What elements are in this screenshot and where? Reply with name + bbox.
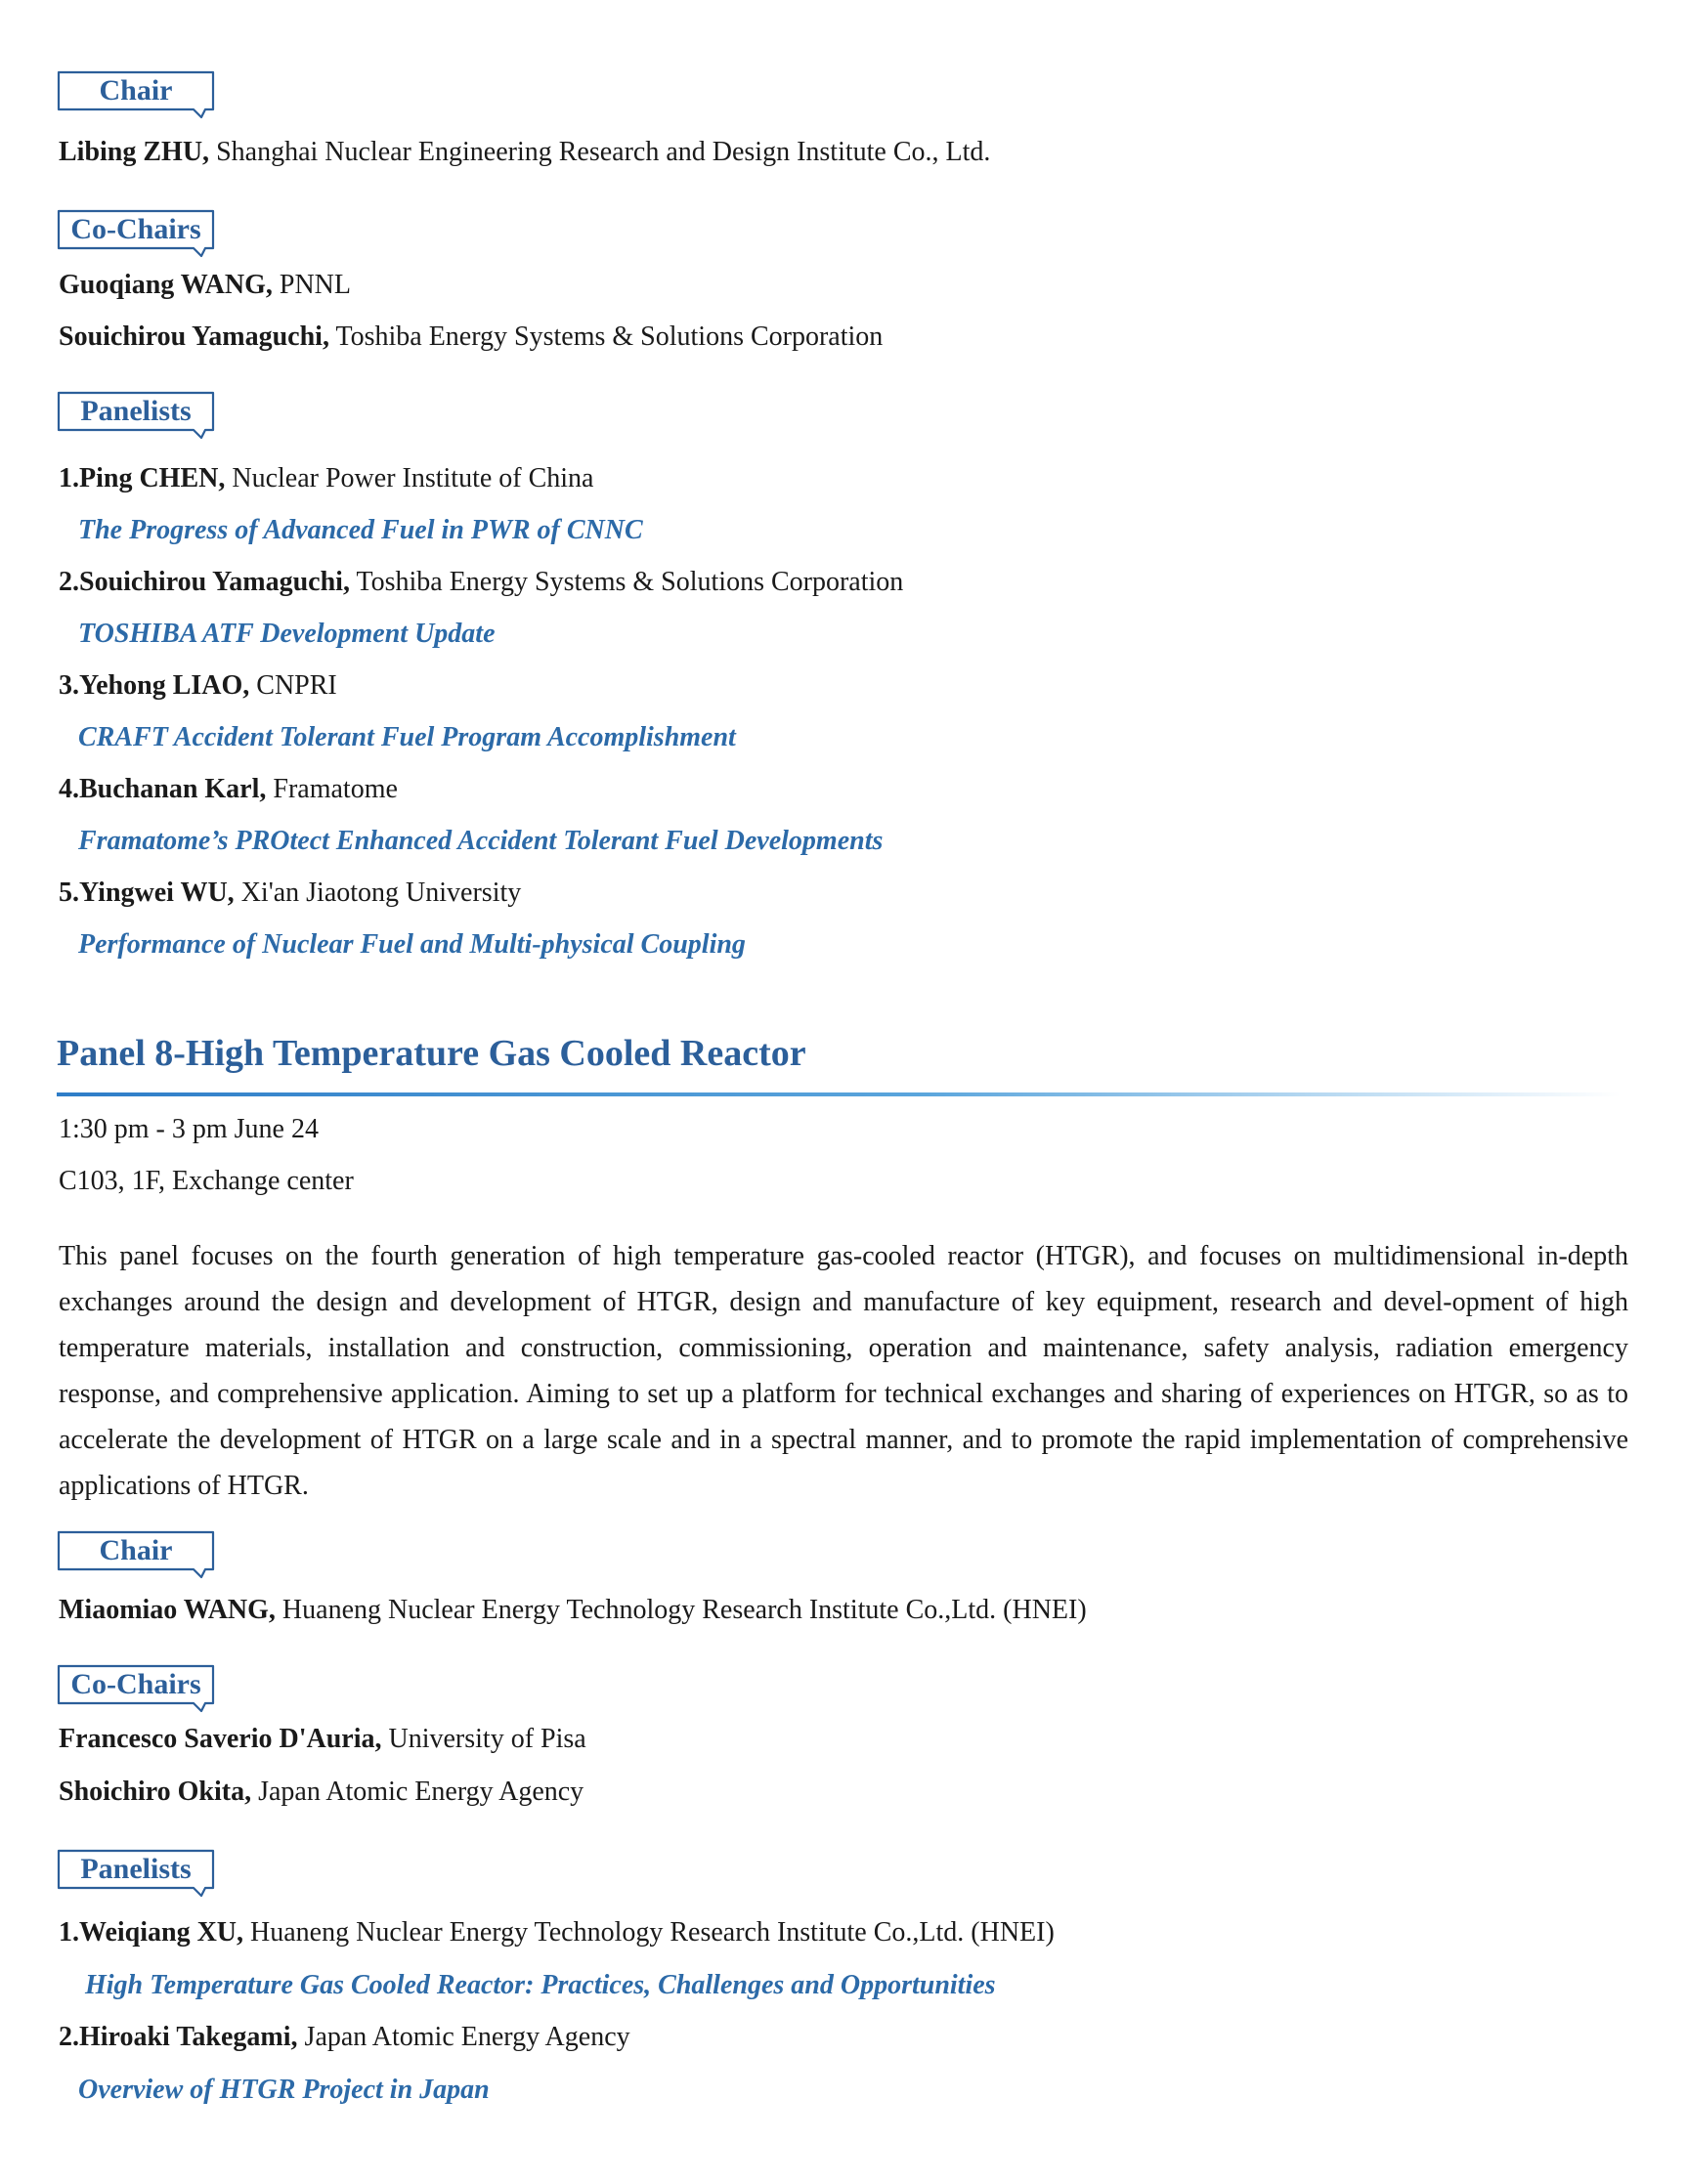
talk-title: High Temperature Gas Cooled Reactor: Practices, Challenges and Opportunities <box>85 1970 996 2000</box>
panelist-entry <box>59 2018 630 2057</box>
chair-entry <box>59 133 990 172</box>
panelist-name: 2.Souichirou Yamaguchi, <box>59 567 350 597</box>
chair-name: Libing ZHU, <box>59 137 210 167</box>
chair-entry <box>59 1591 1087 1630</box>
panelist-entry <box>59 666 337 706</box>
cochairs-tag-label: Co-Chairs <box>70 213 201 245</box>
chair-name: Miaomiao WANG, <box>59 1595 276 1625</box>
panelists-tag <box>57 1849 215 1890</box>
talk-title: Overview of HTGR Project in Japan <box>78 2075 490 2105</box>
panel-location: C103, 1F, Exchange center <box>59 1166 354 1196</box>
panelist-name: 4.Buchanan Karl, <box>59 774 267 804</box>
panelist-org: Huaneng Nuclear Energy Technology Research Institute Co.,Ltd. (HNEI) <box>243 1917 1055 1948</box>
cochair-org: University of Pisa <box>381 1724 586 1754</box>
panelist-org: Framatome <box>266 774 398 804</box>
chair-org: Huaneng Nuclear Energy Technology Research Institute Co.,Ltd. (HNEI) <box>275 1595 1087 1625</box>
panelist-name: 3.Yehong LIAO, <box>59 670 250 701</box>
cochair-name: Shoichiro Okita, <box>59 1777 252 1807</box>
talk-title: CRAFT Accident Tolerant Fuel Program Accomplishment <box>78 722 736 752</box>
talk-title: TOSHIBA ATF Development Update <box>78 619 496 649</box>
chair-tag <box>57 70 215 111</box>
panelists-tag-label: Panelists <box>80 395 192 427</box>
cochair-name: Souichirou Yamaguchi, <box>59 321 329 352</box>
cochairs-tag <box>57 1664 215 1705</box>
cochair-entry <box>59 266 351 305</box>
chair-tag-label: Chair <box>99 74 173 107</box>
cochair-name: Guoqiang WANG, <box>59 270 273 300</box>
cochair-name: Francesco Saverio D'Auria, <box>59 1724 382 1754</box>
panelist-org: Nuclear Power Institute of China <box>225 463 594 493</box>
panelist-entry <box>59 563 903 602</box>
panelist-entry <box>59 1913 1055 1952</box>
cochair-entry <box>59 1773 584 1812</box>
chair-tag <box>57 1530 215 1571</box>
panelists-tag <box>57 391 215 432</box>
panel-description: This panel focuses on the fourth generation of high temperature gas-cooled reactor (HTGR), and focuses on multidimensional in-depth exchanges around the design and development of HTGR, design and manufacture of key equipment, research and devel-opment of high temperature materials, installation and construction, commissioning, operation and maintenance, safety analysis, radiation emergency response, and comprehensive application. Aiming to set up a platform for technical exchanges and sharing of experiences on HTGR, so as to accelerate the development of HTGR on a large scale and in a spectral manner, and to promote the rapid implementation of comprehensive applications of HTGR. <box>59 1241 1628 1501</box>
panelists-tag-label: Panelists <box>80 1853 192 1885</box>
cochair-org: PNNL <box>272 270 352 300</box>
cochairs-tag-label: Co-Chairs <box>70 1668 201 1700</box>
chair-org: Shanghai Nuclear Engineering Research and Design Institute Co., Ltd. <box>209 137 991 167</box>
panelist-org: CNPRI <box>249 670 337 701</box>
cochair-org: Toshiba Energy Systems & Solutions Corporation <box>328 321 884 352</box>
cochairs-tag <box>57 209 215 250</box>
talk-title: Performance of Nuclear Fuel and Multi-physical Coupling <box>78 929 746 960</box>
cochair-entry <box>59 1720 586 1759</box>
panelist-org: Xi'an Jiaotong University <box>234 878 522 908</box>
panelist-entry <box>59 874 521 913</box>
cochair-entry <box>59 318 883 357</box>
panel-title: Panel 8-High Temperature Gas Cooled Reactor <box>57 1033 806 1074</box>
cochair-org: Japan Atomic Energy Agency <box>251 1777 584 1807</box>
panelist-name: 5.Yingwei WU, <box>59 878 235 908</box>
panelist-name: 2.Hiroaki Takegami, <box>59 2022 298 2052</box>
panel-time: 1:30 pm - 3 pm June 24 <box>59 1114 319 1144</box>
chair-tag-label: Chair <box>99 1534 173 1566</box>
talk-title: Framatome’s PROtect Enhanced Accident Tolerant Fuel Developments <box>78 826 884 856</box>
panelist-org: Japan Atomic Energy Agency <box>297 2022 630 2052</box>
talk-title: The Progress of Advanced Fuel in PWR of CNNC <box>78 515 643 545</box>
panelist-org: Toshiba Energy Systems & Solutions Corporation <box>349 567 904 597</box>
panelist-name: 1.Ping CHEN, <box>59 463 226 493</box>
panelist-entry <box>59 459 593 498</box>
panelist-name: 1.Weiqiang XU, <box>59 1917 244 1948</box>
title-divider <box>57 1092 1621 1096</box>
panelist-entry <box>59 770 398 809</box>
